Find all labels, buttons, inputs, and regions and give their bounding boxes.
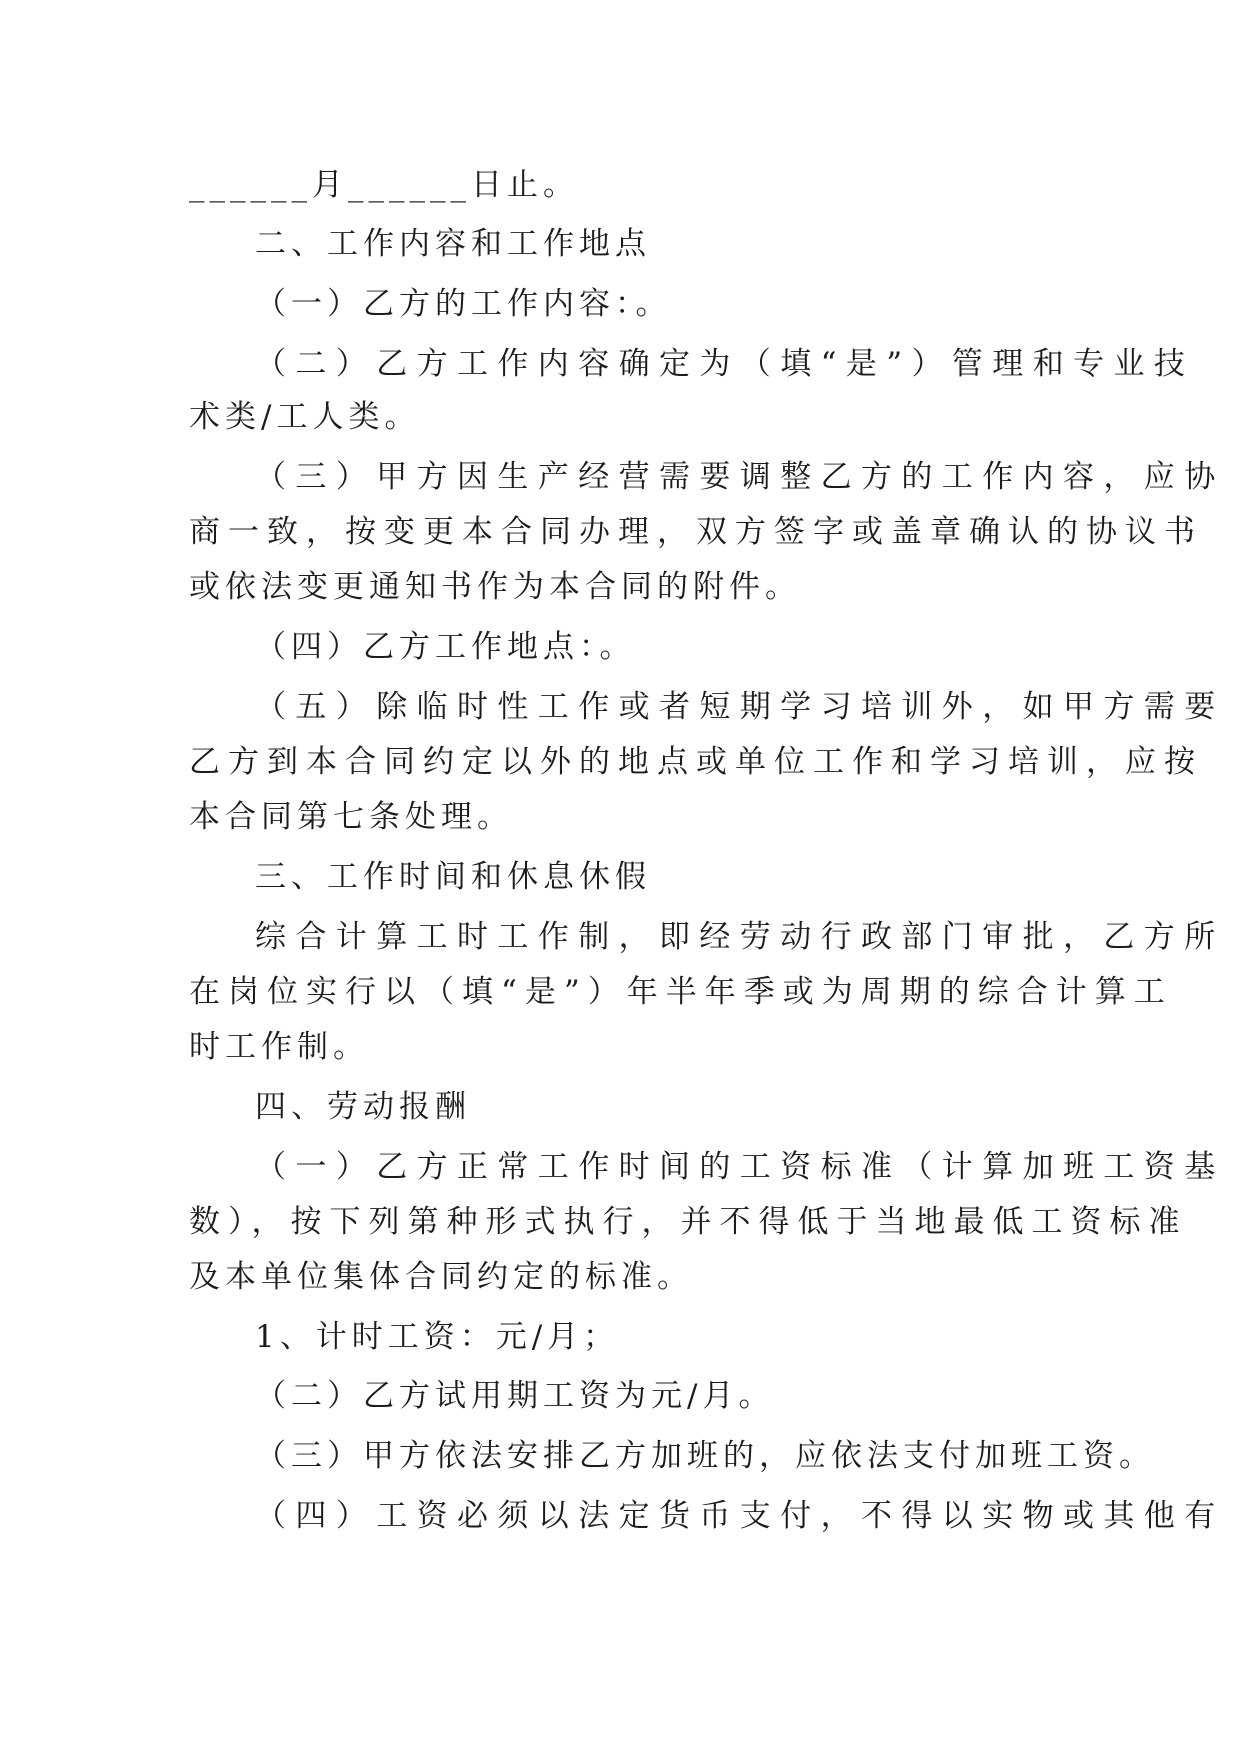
text-line: （一）乙方正常工作时间的工资标准（计算加班工资基 bbox=[255, 1149, 1225, 1185]
text-line: 时工作制。 bbox=[189, 1029, 369, 1065]
text-line: 数），按下列第种形式执行，并不得低于当地最低工资标准 bbox=[189, 1204, 1188, 1240]
text-line: 及本单位集体合同约定的标准。 bbox=[189, 1259, 693, 1295]
text-line: 综合计算工时工作制，即经劳动行政部门审批，乙方所 bbox=[255, 919, 1225, 955]
text-line: （三）甲方依法安排乙方加班的，应依法支付加班工资。 bbox=[255, 1438, 1155, 1474]
text-line: （四）乙方工作地点：。 bbox=[255, 629, 636, 665]
section-heading: 二、工作内容和工作地点 bbox=[255, 226, 651, 262]
text-line: 或依法变更通知书作为本合同的附件。 bbox=[189, 569, 801, 605]
text-line: 商一致，按变更本合同办理，双方签字或盖章确认的协议书 bbox=[189, 514, 1203, 550]
text-line: （五）除临时性工作或者短期学习培训外，如甲方需要 bbox=[255, 689, 1225, 725]
text-line: 乙方到本合同约定以外的地点或单位工作和学习培训，应按 bbox=[189, 744, 1203, 780]
text-line: ______月______日止。 bbox=[189, 167, 579, 203]
text-line: 1、计时工资：元/月； bbox=[255, 1319, 620, 1355]
text-line: 本合同第七条处理。 bbox=[189, 799, 513, 835]
text-line: （三）甲方因生产经营需要调整乙方的工作内容，应协 bbox=[255, 459, 1225, 495]
text-line: 术类/工人类。 bbox=[189, 399, 421, 435]
text-line: （四）工资必须以法定货币支付，不得以实物或其他有 bbox=[255, 1498, 1225, 1534]
text-line: （二）乙方试用期工资为元/月。 bbox=[255, 1378, 775, 1414]
text-line: 在岗位实行以（填“是”）年半年季或为周期的综合计算工 bbox=[189, 974, 1173, 1010]
text-line: （一）乙方的工作内容：。 bbox=[255, 286, 672, 322]
text-line: （二）乙方工作内容确定为（填“是”）管理和专业技 bbox=[255, 346, 1195, 382]
section-heading: 三、工作时间和休息休假 bbox=[255, 859, 651, 895]
section-heading: 四、劳动报酬 bbox=[255, 1089, 471, 1125]
